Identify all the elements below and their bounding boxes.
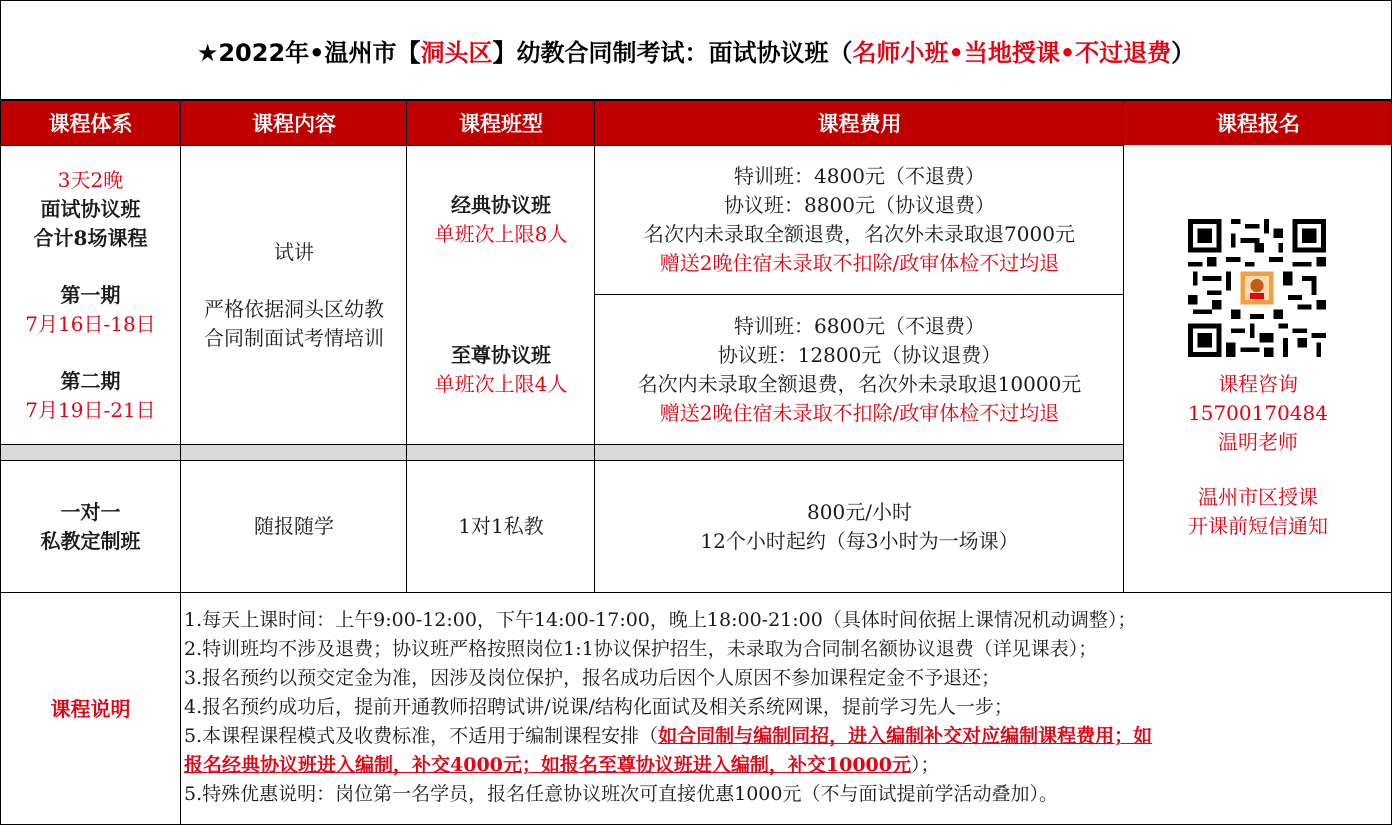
title-district: 洞头区 [420, 38, 493, 67]
private-type-cell: 1对1私教 [458, 514, 544, 538]
signup-cell [1124, 145, 1392, 593]
header-signup: 课程报名 [1124, 100, 1392, 145]
header-type: 课程班型 [407, 100, 595, 145]
course-system-cell: 3天2晚 面试协议班 合计8场课程 第一期 7月16日-18日 第二期 7月19日-21日 [25, 167, 156, 422]
fee-classic: 特训班：4800元（不退费） 协议班：8800元（协议退费） 名次内未录取全额退费，名次外未录取退7000元 赠送2晚住宿未录取不扣除/政审体检不过均退 [644, 164, 1075, 275]
header-fee: 课程费用 [595, 100, 1124, 145]
private-system-cell: 一对一 私教定制班 [40, 499, 141, 553]
fee-premium: 特训班：6800元（不退费） 协议班：12800元（协议退费） 名次内未录取全额退费，名次外未录取退10000元 赠送2晚住宿未录取不扣除/政审体检不过均退 [637, 314, 1082, 425]
notes-label: 课程说明 [50, 696, 131, 721]
class-type-premium: 至尊协议班 单班次上限4人 [434, 343, 568, 396]
note-item: 4.报名预约成功后，提前开通教师招聘试讲/说课/结构化面试及相关系统网课，提前学习先人一步； [184, 696, 1013, 718]
header-content: 课程内容 [181, 100, 407, 145]
note-item: 5.本课程课程模式及收费标准，不适用于编制课程安排（如合同制与编制同招，进入编制补交对应编制课程费用；如 [184, 725, 1153, 747]
note-item: 2.特训班均不涉及退费；协议班严格按照岗位1:1协议保护招生，未录取为合同制名额协议退费（详见课表）； [184, 638, 1098, 660]
page-title: ★2022年•温州市【 洞头区 】幼教合同制考试：面试协议班（ 名师小班•当地授课•不过退费 ） [0, 0, 1392, 100]
note-item: 1.每天上课时间：上午9:00-12:00，下午14:00-17:00，晚上18:00-21:00（具体时间依据上课情况机动调整）； [184, 609, 1137, 631]
private-fee-cell: 800元/小时 12个小时起约（每3小时为一场课） [700, 499, 1019, 553]
signup-contact: 课程咨询 15700170484 温明老师 温州市区授课 开课前短信通知 [1188, 372, 1328, 538]
qr-code-icon[interactable] [1188, 219, 1326, 357]
course-content-cell: 试讲 严格依据洞头区幼教 合同制面试考情培训 [204, 239, 384, 350]
note-item: 5.特殊优惠说明：岗位第一名学员，报名任意协议班次可直接优惠1000元（不与面试提前学活动叠加）。 [184, 783, 1058, 805]
private-content-cell: 随报随学 [254, 514, 334, 538]
note-item: 报名经典协议班进入编制，补交4000元；如报名至尊协议班进入编制，补交10000元）； [184, 754, 940, 776]
divider-strip [0, 445, 1124, 460]
note-item: 3.报名预约以预交定金为准，因涉及岗位保护，报名成功后因个人原因不参加课程定金不予退还； [184, 667, 1001, 689]
title-highlight: 名师小班•当地授课•不过退费 [852, 38, 1172, 67]
phone-number[interactable]: 15700170484 [1188, 401, 1328, 425]
header-system: 课程体系 [0, 100, 181, 145]
class-type-classic: 经典协议班 单班次上限8人 [434, 193, 568, 246]
notes-list [184, 606, 1388, 809]
